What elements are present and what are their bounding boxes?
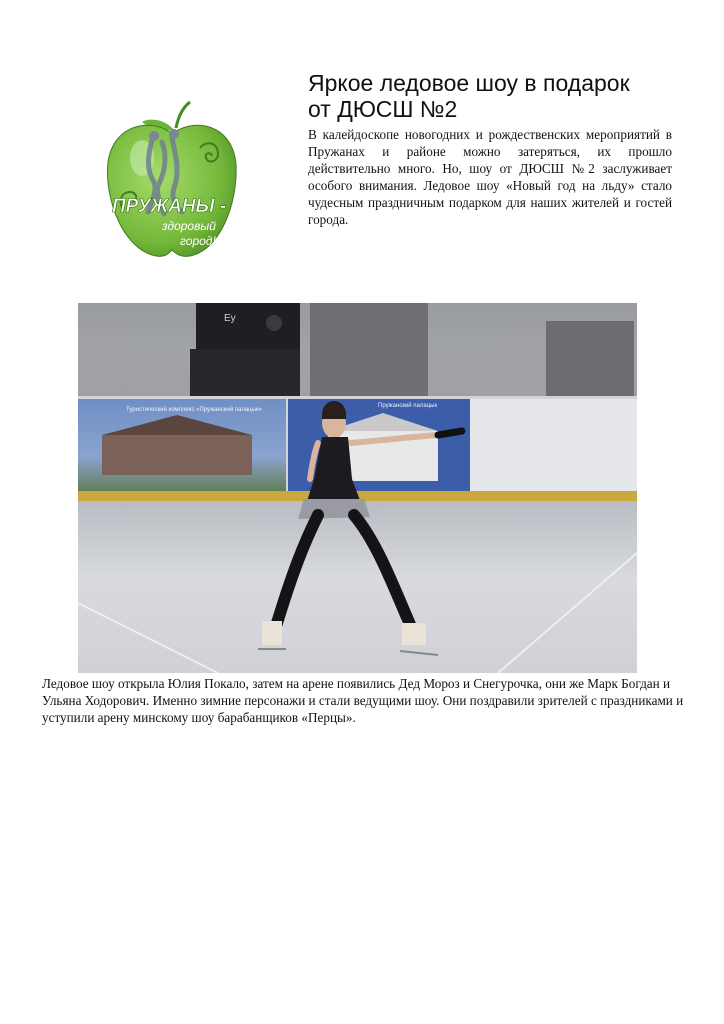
- skating-photo: [78, 303, 637, 673]
- speaker-label: Ey: [224, 313, 236, 324]
- article-title-line2: от ДЮСШ №2: [308, 96, 458, 122]
- article-intro: В калейдоскопе новогодних и рождественских мероприятий в Пружанах и районе можно затеряться, их прошло действительно много. Но, шоу от ДЮСШ №2 заслуживает особого внимания. Ледовое шоу «Новый год на льду» стало чудесным праздничным подарком для наших жителей и гостей города.: [308, 127, 672, 227]
- apple-stem-icon: [176, 102, 190, 128]
- logo-title: ПРУЖАНЫ -: [112, 196, 227, 217]
- article-title-line1: Яркое ледовое шоу в подарок: [308, 70, 630, 96]
- logo-subtitle-line2: город!: [180, 234, 216, 248]
- banner-left-caption: Туристический комплекс «Пружанский палацык»: [126, 407, 262, 413]
- article-body: Ледовое шоу открыла Юлия Покало, затем на арене появились Дед Мороз и Снегурочка, они же Марк Богдан и Ульяна Ходорович. Именно зимние персонажи и стали ведущими шоу. Они поздравили зрителей с праздниками и уступили арену минскому шоу барабанщиков «Перцы».: [42, 676, 684, 725]
- city-logo: [104, 100, 240, 260]
- logo-subtitle-line1: здоровый: [162, 219, 216, 233]
- article-title: [308, 70, 688, 122]
- banner-right-caption: Пружанский палацык: [378, 403, 438, 409]
